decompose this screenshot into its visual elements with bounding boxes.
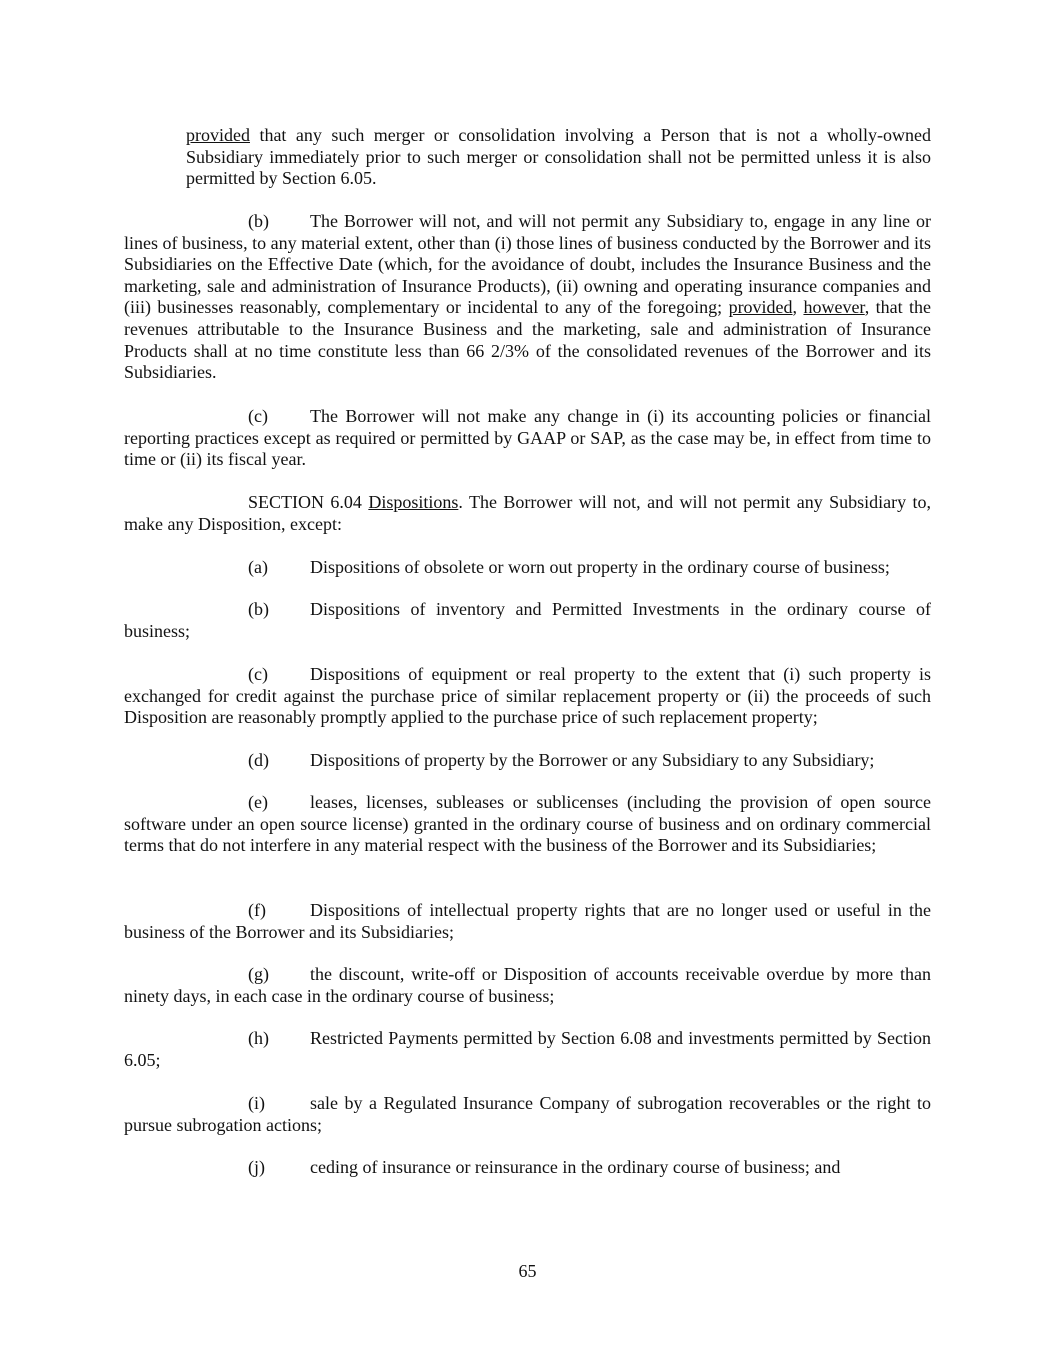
item-text: sale by a Regulated Insurance Company of subrogation recoverables or the right to pursue subrogation actions; [124, 1093, 931, 1135]
clause-c-paragraph [124, 406, 931, 471]
section-intro-text: . The Borrower will not, and will not permit any Subsidiary to, make any Disposition, except: [124, 492, 932, 534]
disposition-item-c [124, 664, 931, 729]
item-label: (h) [248, 1028, 269, 1048]
item-text: Dispositions of inventory and Permitted Investments in the ordinary course of business; [124, 599, 931, 641]
section-title: Dispositions [368, 492, 459, 512]
page-number: 65 [518, 1261, 537, 1281]
item-label: (a) [248, 557, 268, 577]
item-text: ceding of insurance or reinsurance in the ordinary course of business; and [310, 1157, 841, 1177]
disposition-item-e [124, 792, 931, 857]
disposition-item-j [124, 1157, 931, 1179]
item-label: (j) [248, 1157, 265, 1177]
section-number: SECTION 6.04 [248, 492, 362, 512]
proviso-paragraph [186, 125, 931, 190]
clause-c-text: The Borrower will not make any change in (i) its accounting policies or financial reporting practices except as required or permitted by GAAP or SAP, as the case may be, in effect from time to time or (ii) its fiscal year. [124, 406, 931, 470]
item-text: the discount, write-off or Disposition of accounts receivable overdue by more than ninety days, in each case in the ordinary course of business; [124, 964, 931, 1006]
clause-b-text: The Borrower will not, and will not permit any Subsidiary to, engage in any line or lines of business, to any material extent, other than (i) those lines of business conducted by the Borrower and its Subsidiaries on the Effective Date (which, for the avoidance of doubt, includes the Insurance Business and the marketing, sale and administration of Insurance Products), (ii) owning and operating insurance companies and (iii) businesses reasonably, complementary or incidental to any of the foregoing; [124, 211, 931, 318]
clause-b-label: (b) [248, 211, 269, 231]
item-label: (c) [248, 664, 268, 684]
item-text: Dispositions of equipment or real property to the extent that (i) such property is exchanged for credit against the purchase price of similar replacement property or (ii) the proceeds of such Disposition are reasonably promptly applied to the purchase price of such replacement property; [124, 664, 931, 728]
item-label: (b) [248, 599, 269, 619]
item-text: Dispositions of obsolete or worn out property in the ordinary course of business; [310, 557, 890, 577]
item-text: Restricted Payments permitted by Section 6.08 and investments permitted by Section 6.05; [124, 1028, 931, 1070]
however-term: however [803, 297, 865, 318]
disposition-item-f [124, 900, 931, 943]
disposition-item-a [124, 557, 931, 579]
disposition-item-i [124, 1093, 931, 1136]
disposition-item-h [124, 1028, 931, 1071]
item-label: (f) [248, 900, 266, 920]
provided-term: provided [728, 297, 793, 318]
section-604-heading-paragraph [124, 492, 931, 535]
item-label: (d) [248, 750, 269, 770]
disposition-item-b [124, 599, 931, 642]
item-text: Dispositions of intellectual property rights that are no longer used or useful in the business of the Borrower and its Subsidiaries; [124, 900, 931, 942]
provided-term: provided [186, 125, 250, 145]
clause-c-label: (c) [248, 406, 268, 426]
disposition-item-g [124, 964, 931, 1007]
item-label: (e) [248, 792, 268, 812]
item-text: Dispositions of property by the Borrower or any Subsidiary to any Subsidiary; [310, 750, 875, 770]
clause-b-text-continued: , that the revenues attributable to the Insurance Business and the marketing, sale and administration of Insurance Products shall at no time constitute less than 66 2/3% of the consolidated revenues of the Borrower and its Subsidiaries. [124, 297, 931, 383]
clause-b-paragraph: (b) The Borrower will not, and will not permit any Subsidiary to, engage in any line or lines of business, to any material extent, other than (i) those lines of business conducted by the Borrower and its Subsidiaries on the Effective Date (which, for the avoidance of doubt, includes the Insurance Business and the marketing, sale and administration of Insurance Products), (ii) owning and operating insurance companies and (iii) businesses reasonably, complementary or incidental to any of the foregoing; provided, however, that the revenues attributable to the Insurance Business and the marketing, sale and administration of Insurance Products shall at no time constitute less than 66 2/3% of the consolidated revenues of the Borrower and its Subsidiaries. [124, 211, 931, 383]
item-label: (i) [248, 1093, 265, 1113]
proviso-text: that any such merger or consolidation involving a Person that is not a wholly-owned Subsidiary immediately prior to such merger or consolidation shall not be permitted unless it is also permitted by Section 6.05. [186, 125, 931, 189]
disposition-item-d [124, 750, 931, 772]
item-text: leases, licenses, subleases or sublicenses (including the provision of open source software under an open source license) granted in the ordinary course of business and on ordinary commercial terms that do not interfere in any material respect with the business of the Borrower and its Subsidiaries; [124, 792, 931, 856]
item-label: (g) [248, 964, 269, 984]
